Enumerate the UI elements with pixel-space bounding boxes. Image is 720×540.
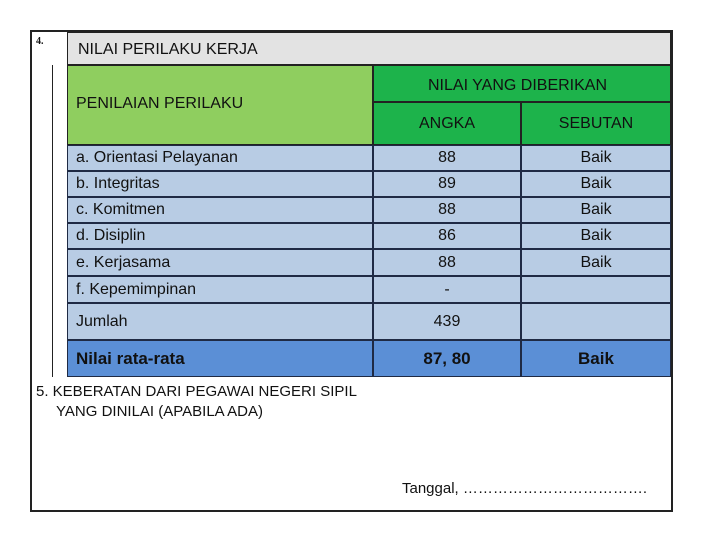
row-label: d. Disiplin bbox=[67, 223, 373, 249]
row-angka: 86 bbox=[373, 223, 521, 249]
rata-sebutan: Baik bbox=[521, 340, 671, 377]
section5-line1: 5. KEBERATAN DARI PEGAWAI NEGERI SIPIL bbox=[36, 383, 357, 400]
row-angka: 88 bbox=[373, 249, 521, 276]
header-sebutan: SEBUTAN bbox=[521, 102, 671, 145]
row-label: f. Kepemimpinan bbox=[67, 276, 373, 303]
row-label: b. Integritas bbox=[67, 171, 373, 197]
jumlah-angka: 439 bbox=[373, 303, 521, 340]
section-title: NILAI PERILAKU KERJA bbox=[67, 32, 671, 65]
row-label: e. Kerjasama bbox=[67, 249, 373, 276]
jumlah-sebutan bbox=[521, 303, 671, 340]
row-angka: 89 bbox=[373, 171, 521, 197]
row-sebutan: Baik bbox=[521, 249, 671, 276]
rata-label: Nilai rata-rata bbox=[67, 340, 373, 377]
header-angka: ANGKA bbox=[373, 102, 521, 145]
section-number: 4. bbox=[36, 36, 44, 47]
row-sebutan: Baik bbox=[521, 223, 671, 249]
rata-angka: 87, 80 bbox=[373, 340, 521, 377]
row-sebutan: Baik bbox=[521, 171, 671, 197]
jumlah-label: Jumlah bbox=[67, 303, 373, 340]
row-sebutan bbox=[521, 276, 671, 303]
row-sebutan: Baik bbox=[521, 145, 671, 171]
row-angka: - bbox=[373, 276, 521, 303]
header-nilai-label: NILAI YANG DIBERIKAN bbox=[428, 77, 608, 94]
row-angka: 88 bbox=[373, 197, 521, 223]
row-label: c. Komitmen bbox=[67, 197, 373, 223]
header-penilaian-label: PENILAIAN PERILAKU bbox=[76, 95, 244, 112]
row-angka: 88 bbox=[373, 145, 521, 171]
number-column-divider bbox=[52, 65, 53, 377]
row-label: a. Orientasi Pelayanan bbox=[67, 145, 373, 171]
row-sebutan: Baik bbox=[521, 197, 671, 223]
section5-line2: YANG DINILAI (APABILA ADA) bbox=[56, 403, 264, 420]
header-nilai-cell bbox=[373, 65, 671, 102]
section5-heading bbox=[36, 382, 357, 422]
tanggal-field[interactable]: Tanggal, ………………………………. bbox=[402, 480, 648, 497]
header-penilaian-cell bbox=[67, 65, 373, 145]
